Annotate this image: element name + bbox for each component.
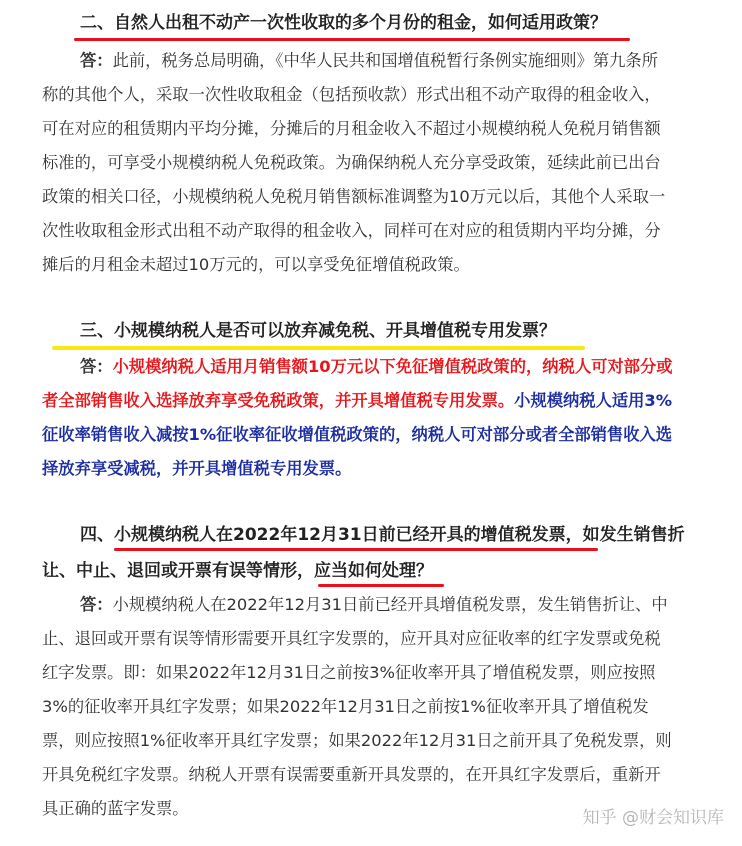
section3-answer-label: 答： — [80, 357, 113, 376]
section2-answer-label: 答： — [80, 51, 113, 70]
section3-blue-text-2: 征收率销售收入减按1%征收率征收增值税政策的，纳税人可对部分或者全部销售收入选 — [42, 425, 673, 444]
section4-text-3: 红字发票。即：如果2022年12月31日之前按3%征收率开具了增值税发票，则应按照 — [42, 663, 656, 682]
section2-heading: 二、自然人出租不动产一次性收取的多个月份的租金，如何适用政策？ — [80, 13, 607, 33]
section4-text-2: 止、退回或开票有误等情形需要开具红字发票的，应开具对应征收率的红字发票或免税 — [42, 629, 661, 648]
section2-text-5: 政策的相关口径，小规模纳税人免税月销售额标准调整为10万元以后，其他个人采取一 — [42, 187, 666, 206]
section4-heading-red-underline-1 — [114, 548, 598, 551]
section2-heading-red-underline — [74, 38, 630, 41]
section2-text-3: 可在对应的租赁期内平均分摊，分摊后的月租金收入不超过小规模纳税人免税月销售额 — [42, 119, 661, 138]
section4-answer-line-1 — [42, 588, 722, 622]
section4-text-1: 小规模纳税人在2022年12月31日前已经开具增值税发票，发生销售折让、中 — [112, 595, 668, 614]
section2-text-2: 称的其他个人，采取一次性收取租金（包括预收款）形式出租不动产取得的租金收入， — [42, 85, 661, 104]
section4-text-4: 3%的征收率开具红字发票；如果2022年12月31日之前按1%征收率开具了增值税发 — [42, 697, 649, 716]
section2-answer-line-1 — [42, 44, 722, 78]
section4-text-6: 开具免税红字发票。纳税人开票有误需要重新开具发票的，在开具红字发票后，重新开 — [42, 765, 661, 784]
section3-blue-text-3: 择放弃享受减税，并开具增值税专用发票。 — [42, 459, 352, 478]
section3-blue-text-1: 小规模纳税人适用3% — [514, 391, 673, 410]
section2-text-1: 此前，税务总局明确，《中华人民共和国增值税暂行条例实施细则》第九条所 — [112, 51, 658, 70]
section3-heading: 三、小规模纳税人是否可以放弃减免税、开具增值税专用发票？ — [80, 321, 556, 341]
section4-heading-line-2: 让、中止、退回或开票有误等情形，应当如何处理？ — [42, 561, 433, 581]
section4-heading-red-underline-2 — [318, 584, 444, 587]
section3-red-text-2: 者全部销售收入选择放弃享受免税政策，并开具增值税专用发票。 — [42, 391, 515, 410]
section2-text-4: 标准的，可享受小规模纳税人免税政策。为确保纳税人充分享受政策，延续此前已出台 — [42, 153, 661, 172]
watermark: 知乎 @财会知识库 — [582, 808, 724, 828]
section3-answer-line-1 — [42, 350, 722, 384]
section2-text-6: 次性收取租金形式出租不动产取得的租金收入，同样可在对应的租赁期内平均分摊，分 — [42, 221, 661, 240]
section4-answer-label: 答： — [80, 595, 113, 614]
section3-red-text-1: 小规模纳税人适用月销售额10万元以下免征增值税政策的，纳税人可对部分或 — [112, 357, 673, 376]
section4-text-5: 票，则应按照1%征收率开具红字发票；如果2022年12月31日之前开具了免税发票，则 — [42, 731, 672, 750]
section2-text-7: 摊后的月租金未超过10万元的，可以享受免征增值税政策。 — [42, 255, 470, 274]
section3-answer-line-2 — [42, 384, 722, 418]
section4-heading-line-1: 四、小规模纳税人在2022年12月31日前已经开具的增值税发票，如发生销售折 — [80, 525, 685, 545]
section4-text-7: 具正确的蓝字发票。 — [42, 799, 189, 818]
